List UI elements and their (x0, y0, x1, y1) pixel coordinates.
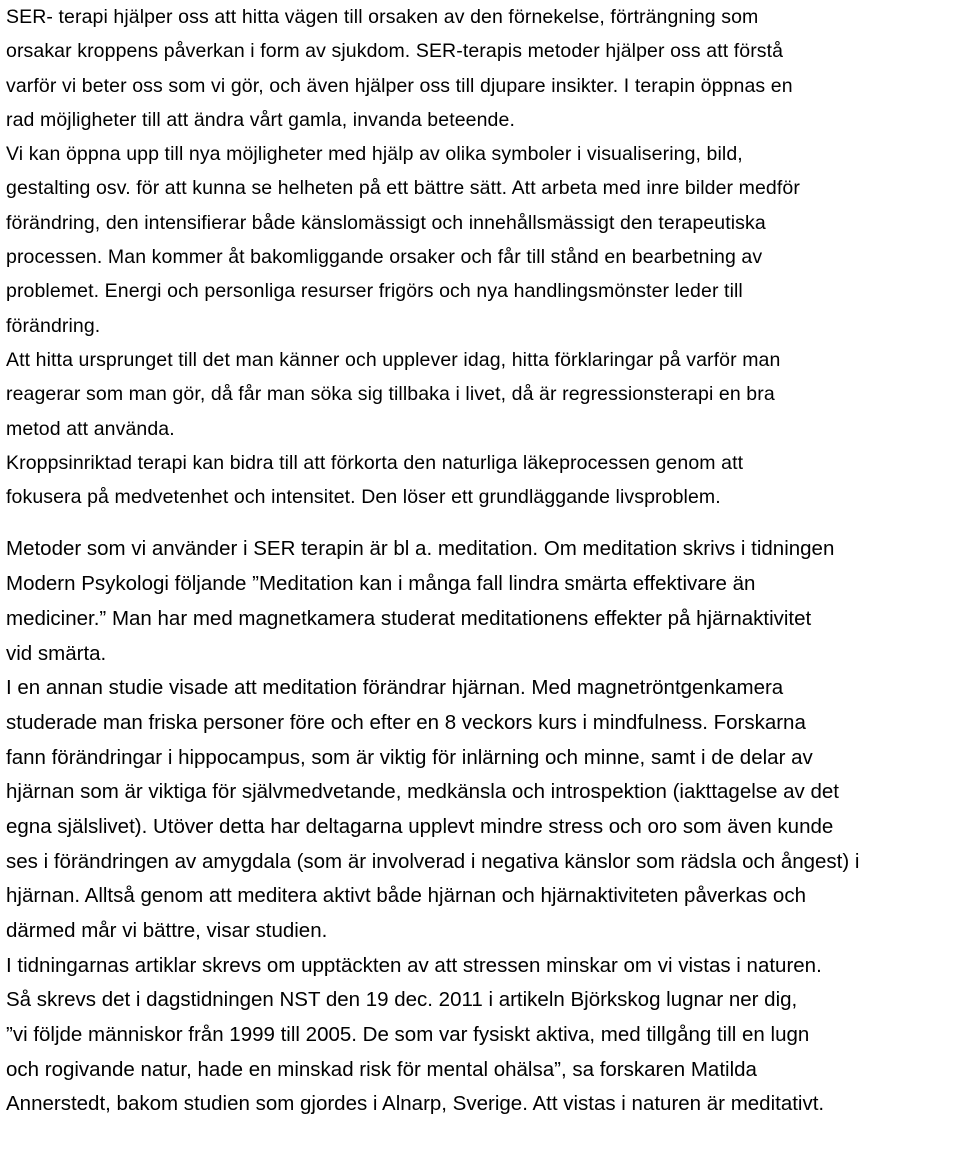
text-line: och rogivande natur, hade en minskad risk för mental ohälsa”, sa forskaren Matilda (6, 1057, 757, 1081)
text-line: I en annan studie visade att meditation förändrar hjärnan. Med magnetröntgenkamera (6, 676, 784, 700)
text-line: orsakar kroppens påverkan i form av sjukdom. SER-terapis metoder hjälper oss att förstå (6, 40, 784, 63)
text-line: Annerstedt, bakom studien som gjordes i Alnarp, Sverige. Att vistas i naturen är meditativt. (6, 1092, 825, 1116)
text-line: metod att använda. (6, 417, 175, 440)
text-line: problemet. Energi och personliga resurser frigörs och nya handlingsmönster leder till (6, 280, 743, 303)
text-line: därmed mår vi bättre, visar studien. (6, 919, 328, 943)
text-line: förändring, den intensifierar både känslomässigt och innehållsmässigt den terapeutiska (6, 211, 766, 234)
text-line: studerade man friska personer före och efter en 8 veckors kurs i mindfulness. Forskarna (6, 710, 806, 734)
text-line: egna själslivet). Utöver detta har deltagarna upplevt mindre stress och oro som även kunde (6, 814, 834, 838)
text-line: fokusera på medvetenhet och intensitet. Den löser ett grundläggande livsproblem. (6, 486, 721, 509)
text-line: hjärnan. Alltså genom att meditera aktivt både hjärnan och hjärnaktiviteten påverkas och (6, 884, 806, 908)
text-line: processen. Man kommer åt bakomliggande orsaker och får till stånd en bearbetning av (6, 246, 763, 269)
text-line: ses i förändringen av amygdala (som är involverad i negativa känslor som rädsla och ångest) i (6, 849, 860, 873)
text-line: ”vi följde människor från 1999 till 2005. De som var fysiskt aktiva, med tillgång till en lugn (6, 1023, 810, 1047)
text-line: Vi kan öppna upp till nya möjligheter med hjälp av olika symboler i visualisering, bild, (6, 143, 743, 166)
text-line: hjärnan som är viktiga för självmedvetande, medkänsla och introspektion (iakttagelse av det (6, 780, 839, 804)
text-line: Modern Psykologi följande ”Meditation kan i många fall lindra smärta effektivare än (6, 572, 756, 596)
text-line: rad möjligheter till att ändra vårt gamla, invanda beteende. (6, 108, 515, 131)
text-line: Att hitta ursprunget till det man känner och upplever idag, hitta förklaringar på varför man (6, 348, 781, 371)
text-line: Metoder som vi använder i SER terapin är bl a. meditation. Om meditation skrivs i tidningen (6, 537, 835, 561)
paragraph-spacer (6, 514, 954, 532)
text-line: Så skrevs det i dagstidningen NST den 19 dec. 2011 i artikeln Björkskog lugnar ner dig, (6, 988, 798, 1012)
text-line: reagerar som man gör, då får man söka sig tillbaka i livet, då är regressionsterapi en bra (6, 383, 775, 406)
text-line: gestalting osv. för att kunna se helheten på ett bättre sätt. Att arbeta med inre bilder medför (6, 177, 800, 200)
text-line: förändring. (6, 314, 101, 337)
text-line: vid smärta. (6, 641, 107, 665)
text-line: SER- terapi hjälper oss att hitta vägen till orsaken av den förnekelse, förträngning som (6, 6, 759, 28)
text-block-therapy (6, 0, 954, 514)
text-block-meditation (6, 532, 954, 1122)
text-line: Kroppsinriktad terapi kan bidra till att förkorta den naturliga läkeprocessen genom att (6, 451, 744, 474)
text-line: mediciner.” Man har med magnetkamera studerat meditationens effekter på hjärnaktivitet (6, 606, 812, 630)
text-line: fann förändringar i hippocampus, som är viktig för inlärning och minne, samt i de delar av (6, 745, 813, 769)
text-line: varför vi beter oss som vi gör, och även hjälper oss till djupare insikter. I terapin öppnas en (6, 74, 793, 97)
text-line: I tidningarnas artiklar skrevs om upptäckten av att stressen minskar om vi vistas i naturen. (6, 953, 822, 977)
